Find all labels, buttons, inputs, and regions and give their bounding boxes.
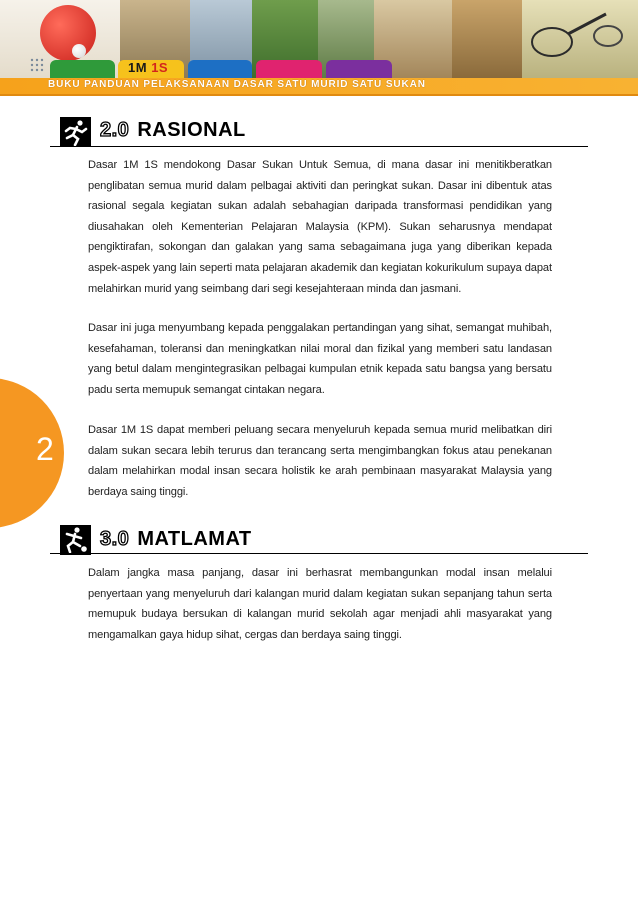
section-divider xyxy=(50,146,588,147)
section-number: 3.0 xyxy=(100,528,130,550)
paragraph: Dalam jangka masa panjang, dasar ini berhasrat membangunkan modal insan melalui penyertaan yang menyeluruh dari kalangan murid dalam kegiatan sukan sepanjang tahun serta memupuk budaya bersukan di kalangan murid sekolah agar menjadi ahli masyarakat yang mengamalkan gaya hidup sihat, cergas dan berdaya saing tinggi. xyxy=(88,567,552,641)
runner-icon xyxy=(60,117,91,147)
logo-text: 1M xyxy=(128,60,148,75)
badminton-racket-icon xyxy=(522,0,638,78)
ping-pong-ball-icon xyxy=(72,44,86,58)
color-tab-purple xyxy=(326,60,392,78)
section-heading-matlamat xyxy=(100,528,252,551)
ping-pong-paddle-icon xyxy=(40,5,96,61)
logo-text-accent: 1S xyxy=(151,60,169,75)
color-tab-green xyxy=(50,60,115,78)
paragraph: Dasar 1M 1S dapat memberi peluang secara menyeluruh kepada semua murid melibatkan diri dalam sukan secara lebih terurus dan terancang serta mengimbangkan fokus atau penekanan dalam melahirkan modal insan secara holistik ke arah pembinaan masyarakat Malaysia yang berdaya saing tinggi. xyxy=(88,424,552,498)
page-side-tab xyxy=(0,378,64,528)
header-strip xyxy=(0,78,638,96)
banner-photo-badminton xyxy=(522,0,638,78)
document-title: BUKU PANDUAN PELAKSANAAN DASAR SATU MURID SATU SUKAN xyxy=(48,79,426,90)
banner-photo-basketball xyxy=(452,0,522,78)
header-banner xyxy=(0,0,638,78)
footballer-icon xyxy=(60,525,91,555)
color-tab-pink xyxy=(256,60,322,78)
color-tab-blue xyxy=(188,60,252,78)
section-title: MATLAMAT xyxy=(137,528,252,550)
paragraph: Dasar ini juga menyumbang kepada penggalakan pertandingan yang sihat, semangat muhibah, kesefahaman, toleransi dan meningkatkan nilai moral dan fizikal yang memberi satu landasan yang betul dalam mengintegrasikan pelbagai kumpulan etnik kepada satu bangsa yang bersatu padu serta memupuk semangat cintakan negara. xyxy=(88,322,552,396)
dot-grid-icon xyxy=(30,58,44,72)
page-number: 2 xyxy=(36,431,54,467)
section-heading-rasional xyxy=(100,119,246,142)
section-title: RASIONAL xyxy=(137,119,246,141)
section-number: 2.0 xyxy=(100,119,130,141)
section-divider xyxy=(50,553,588,554)
program-logo xyxy=(128,60,168,75)
paragraph: Dasar 1M 1S mendokong Dasar Sukan Untuk Semua, di mana dasar ini menitikberatkan penglibatan semua murid dalam pelbagai aktiviti dan peringkat sukan. Dasar ini dibentuk atas rasional segala kegiatan sukan adalah sebahagian daripada transformasi pendidikan yang diusahakan oleh Kementerian Pelajaran Malaysia (KPM). Sukan seharusnya mendapat pengiktirafan, sokongan dan galakan yang sama sebagaimana juga yang diberikan kepada aspek-aspek yang lain seperti mata pelajaran akademik dan kegiatan kokurikulum supaya dapat melahirkan murid yang seimbang dari segi kesejahteraan minda dan jasmani. xyxy=(88,159,552,295)
